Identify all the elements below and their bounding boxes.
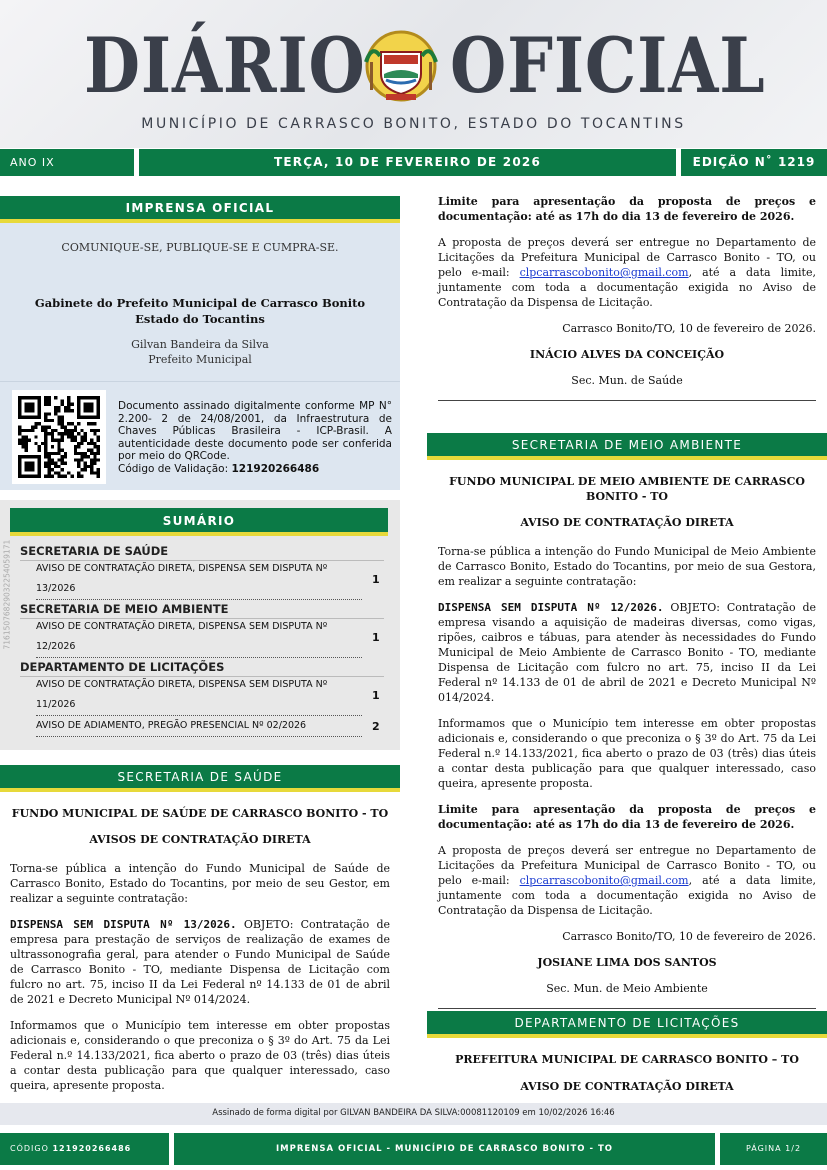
summary-item[interactable]: AVISO DE CONTRATAÇÃO DIRETA, DISPENSA SEM DISPUTA Nº 13/2026	[36, 559, 362, 600]
saude-delivery-text-end: , até a data limite, juntamente com toda a documentação exigida no Aviso de Contratação da Dispensa de Licitação.	[438, 266, 816, 309]
summary-item[interactable]: AVISO DE ADIAMENTO, PREGÃO PRESENCIAL Nº 02/2026	[36, 716, 362, 737]
divider	[438, 1008, 816, 1009]
imprensa-panel	[0, 223, 400, 381]
masthead-title-right: OFICIAL	[450, 21, 766, 110]
summary-item[interactable]: AVISO DE CONTRATAÇÃO DIRETA, DISPENSA SEM DISPUTA Nº 11/2026	[36, 675, 362, 716]
saude-dispensa-text: OBJETO: Contratação de empresa para prestação de serviços de realização de exames de ultrassonografia geral, para atender o Fundo Municipal de Saúde de Carrasco Bonito - TO, mediante Dispensa de Licitação com fulcro no art. 75, inciso II da Lei Federal nº 14.133 de 01 de abril de 2021 e Decreto Municipal Nº 014/2024.	[10, 918, 390, 1006]
summary-item-page: 1	[372, 689, 380, 702]
meio-dispensa-label: DISPENSA SEM DISPUTA Nº 12/2026.	[438, 601, 664, 614]
meio-signer-role: Sec. Mun. de Meio Ambiente	[546, 982, 708, 995]
summary-item-page: 1	[372, 573, 380, 586]
certification-text	[118, 400, 392, 475]
summary-item-page: 2	[372, 720, 380, 733]
masthead-title-left: DIÁRIO	[84, 21, 366, 110]
saude-title: AVISOS DE CONTRATAÇÃO DIRETA	[89, 833, 311, 846]
municipal-crest-icon	[356, 22, 446, 108]
licitacoes-heading: DEPARTAMENTO DE LICITAÇÕES	[427, 1011, 827, 1038]
meio-delivery-text-end: , até a data limite, juntamente com toda a documentação exigida no Aviso de Contratação da Dispensa de Licitação.	[438, 874, 816, 917]
saude-place-date: Carrasco Bonito/TO, 10 de fevereiro de 2026.	[562, 322, 816, 335]
side-code: 71615076829032254059171	[2, 539, 12, 650]
masthead-subtitle: MUNICÍPIO DE CARRASCO BONITO, ESTADO DO TOCANTINS	[141, 116, 686, 132]
meio-limit: Limite para apresentação da proposta de preços e documentação: até as 17h do dia 13 de fevereiro de 2026.	[438, 803, 816, 831]
meio-info: Informamos que o Município tem interesse em obter propostas adicionais e, considerando o que preconiza o § 3º do Art. 75 da Lei Federal n.º 14.133/2021, fica aberto o prazo de 03 (três) dias úteis a contar desta publicação para que qualquer interessado, caso queira, apresente proposta.	[438, 717, 816, 790]
edition-number: EDIÇÃO N˚ 1219	[681, 149, 827, 176]
saude-email-link[interactable]: clpcarrascobonito@gmail.com	[519, 266, 689, 279]
footer-title: IMPRENSA OFICIAL - MUNICÍPIO DE CARRASCO BONITO - TO	[174, 1133, 715, 1165]
meio-signer: JOSIANE LIMA DOS SANTOS	[537, 956, 717, 969]
meio-delivery-text: A proposta de preços deverá ser entregue no Departamento de Licitações da Prefeitura Municipal de Carrasco Bonito - TO, ou pelo e-mail:	[438, 844, 816, 887]
mayor-name: Gilvan Bandeira da Silva	[131, 338, 269, 351]
licitacoes-article	[438, 1052, 816, 1105]
summary-heading: SUMÁRIO	[10, 508, 388, 536]
saude-limit: Limite para apresentação da proposta de preços e documentação: até as 17h do dia 13 de fevereiro de 2026.	[438, 195, 816, 223]
meio-delivery	[438, 843, 816, 918]
saude-info: Informamos que o Município tem interesse em obter propostas adicionais e, considerando o que preconiza o § 3º do Art. 75 da Lei Federal n.º 14.133/2021, fica aberto o prazo de 03 (três) dias úteis a contar desta publicação para que qualquer interessado, caso queira, apresente proposta.	[10, 1019, 390, 1092]
meio-dispensa-text: OBJETO: Contratação de empresa visando a aquisição de madeiras diversas, como vigas, ripões, caibros e tábuas, para atender às necessidades do Fundo Municipal de Meio Ambiente de Carrasco Bonito - TO, mediante Dispensa de Licitação com fulcro no art. 75, inciso II da Lei Federal nº 14.133 de 01 de abril de 2021 e Decreto Municipal Nº 014/2024.	[438, 601, 817, 704]
meio-email-link[interactable]: clpcarrascobonito@gmail.com	[519, 874, 689, 887]
imprensa-heading: IMPRENSA OFICIAL	[0, 196, 400, 223]
saude-signer-role: Sec. Mun. de Saúde	[571, 374, 683, 387]
licitacoes-org: PREFEITURA MUNICIPAL DE CARRASCO BONITO – TO	[455, 1053, 799, 1066]
office-name: Gabinete do Prefeito Municipal de Carrasco Bonito Estado do Tocantins	[34, 296, 366, 326]
saude-heading: SECRETARIA DE SAÚDE	[0, 765, 400, 792]
certification-panel	[0, 381, 400, 490]
validation-label: Código de Validação:	[118, 462, 229, 475]
meio-place-date: Carrasco Bonito/TO, 10 de fevereiro de 2026.	[562, 930, 816, 943]
saude-dispensa	[10, 917, 390, 1007]
meio-article	[438, 474, 816, 1009]
saude-delivery-text: A proposta de preços deverá ser entregue no Departamento de Licitações da Prefeitura Municipal de Carrasco Bonito - TO, ou pelo e-mail:	[438, 236, 816, 279]
meio-heading: SECRETARIA DE MEIO AMBIENTE	[427, 433, 827, 460]
edition-date: TERÇA, 10 DE FEVEREIRO DE 2026	[139, 149, 676, 176]
validation-code: 121920266486	[231, 462, 320, 475]
summary-section-licitacoes: DEPARTAMENTO DE LICITAÇÕES	[20, 660, 225, 674]
footer-page: PÁGINA 1/2	[720, 1133, 827, 1165]
edition-year: ANO IX	[0, 149, 134, 176]
saude-dispensa-label: DISPENSA SEM DISPUTA Nº 13/2026.	[10, 918, 237, 931]
motto: COMUNIQUE-SE, PUBLIQUE-SE E CUMPRA-SE.	[61, 241, 339, 254]
meio-fund: FUNDO MUNICIPAL DE MEIO AMBIENTE DE CARRASCO BONITO - TO	[449, 475, 805, 503]
footer-code-value: 121920266486	[52, 1144, 132, 1153]
summary-item-page: 1	[372, 631, 380, 644]
summary-item[interactable]: AVISO DE CONTRATAÇÃO DIRETA, DISPENSA SEM DISPUTA Nº 12/2026	[36, 617, 362, 658]
qr-code-icon[interactable]	[12, 390, 106, 484]
mayor-role: Prefeito Municipal	[148, 353, 252, 366]
mayor-block	[0, 337, 400, 367]
saude-signer: INÁCIO ALVES DA CONCEIÇÃO	[529, 348, 725, 361]
saude-article	[10, 806, 390, 1104]
saude-intro: Torna-se pública a intenção do Fundo Municipal de Saúde de Carrasco Bonito, Estado do Tocantins, por meio de seu Gestor, em realizar a seguinte contratação:	[10, 862, 390, 905]
digital-signature-bar: Assinado de forma digital por GILVAN BANDEIRA DA SILVA:00081120109 em 10/02/2026 16:46	[0, 1103, 827, 1125]
summary-section-saude: SECRETARIA DE SAÚDE	[20, 544, 169, 558]
saude-fund: FUNDO MUNICIPAL DE SAÚDE DE CARRASCO BONITO - TO	[11, 807, 389, 820]
licitacoes-title: AVISO DE CONTRATAÇÃO DIRETA	[520, 1080, 734, 1093]
masthead	[0, 0, 827, 148]
certification-statement: Documento assinado digitalmente conforme MP N° 2.200- 2 de 24/08/2001, da Infraestrutura de Chaves Públicas Brasileira - ICP-Brasil. A autenticidade deste documento pode ser conferida por meio do QRCode.	[118, 400, 392, 462]
divider	[438, 400, 816, 401]
footer-code	[0, 1133, 169, 1165]
meio-title: AVISO DE CONTRATAÇÃO DIRETA	[520, 516, 734, 529]
saude-delivery	[438, 235, 816, 310]
saude-continuation	[438, 194, 816, 401]
footer-code-label: CÓDIGO	[10, 1144, 49, 1153]
meio-dispensa	[438, 600, 816, 705]
meio-intro: Torna-se pública a intenção do Fundo Municipal de Meio Ambiente de Carrasco Bonito, Estado do Tocantins, por meio de sua Gestora, em realizar a seguinte contratação:	[438, 545, 816, 588]
summary-section-meio-ambiente: SECRETARIA DE MEIO AMBIENTE	[20, 602, 229, 616]
